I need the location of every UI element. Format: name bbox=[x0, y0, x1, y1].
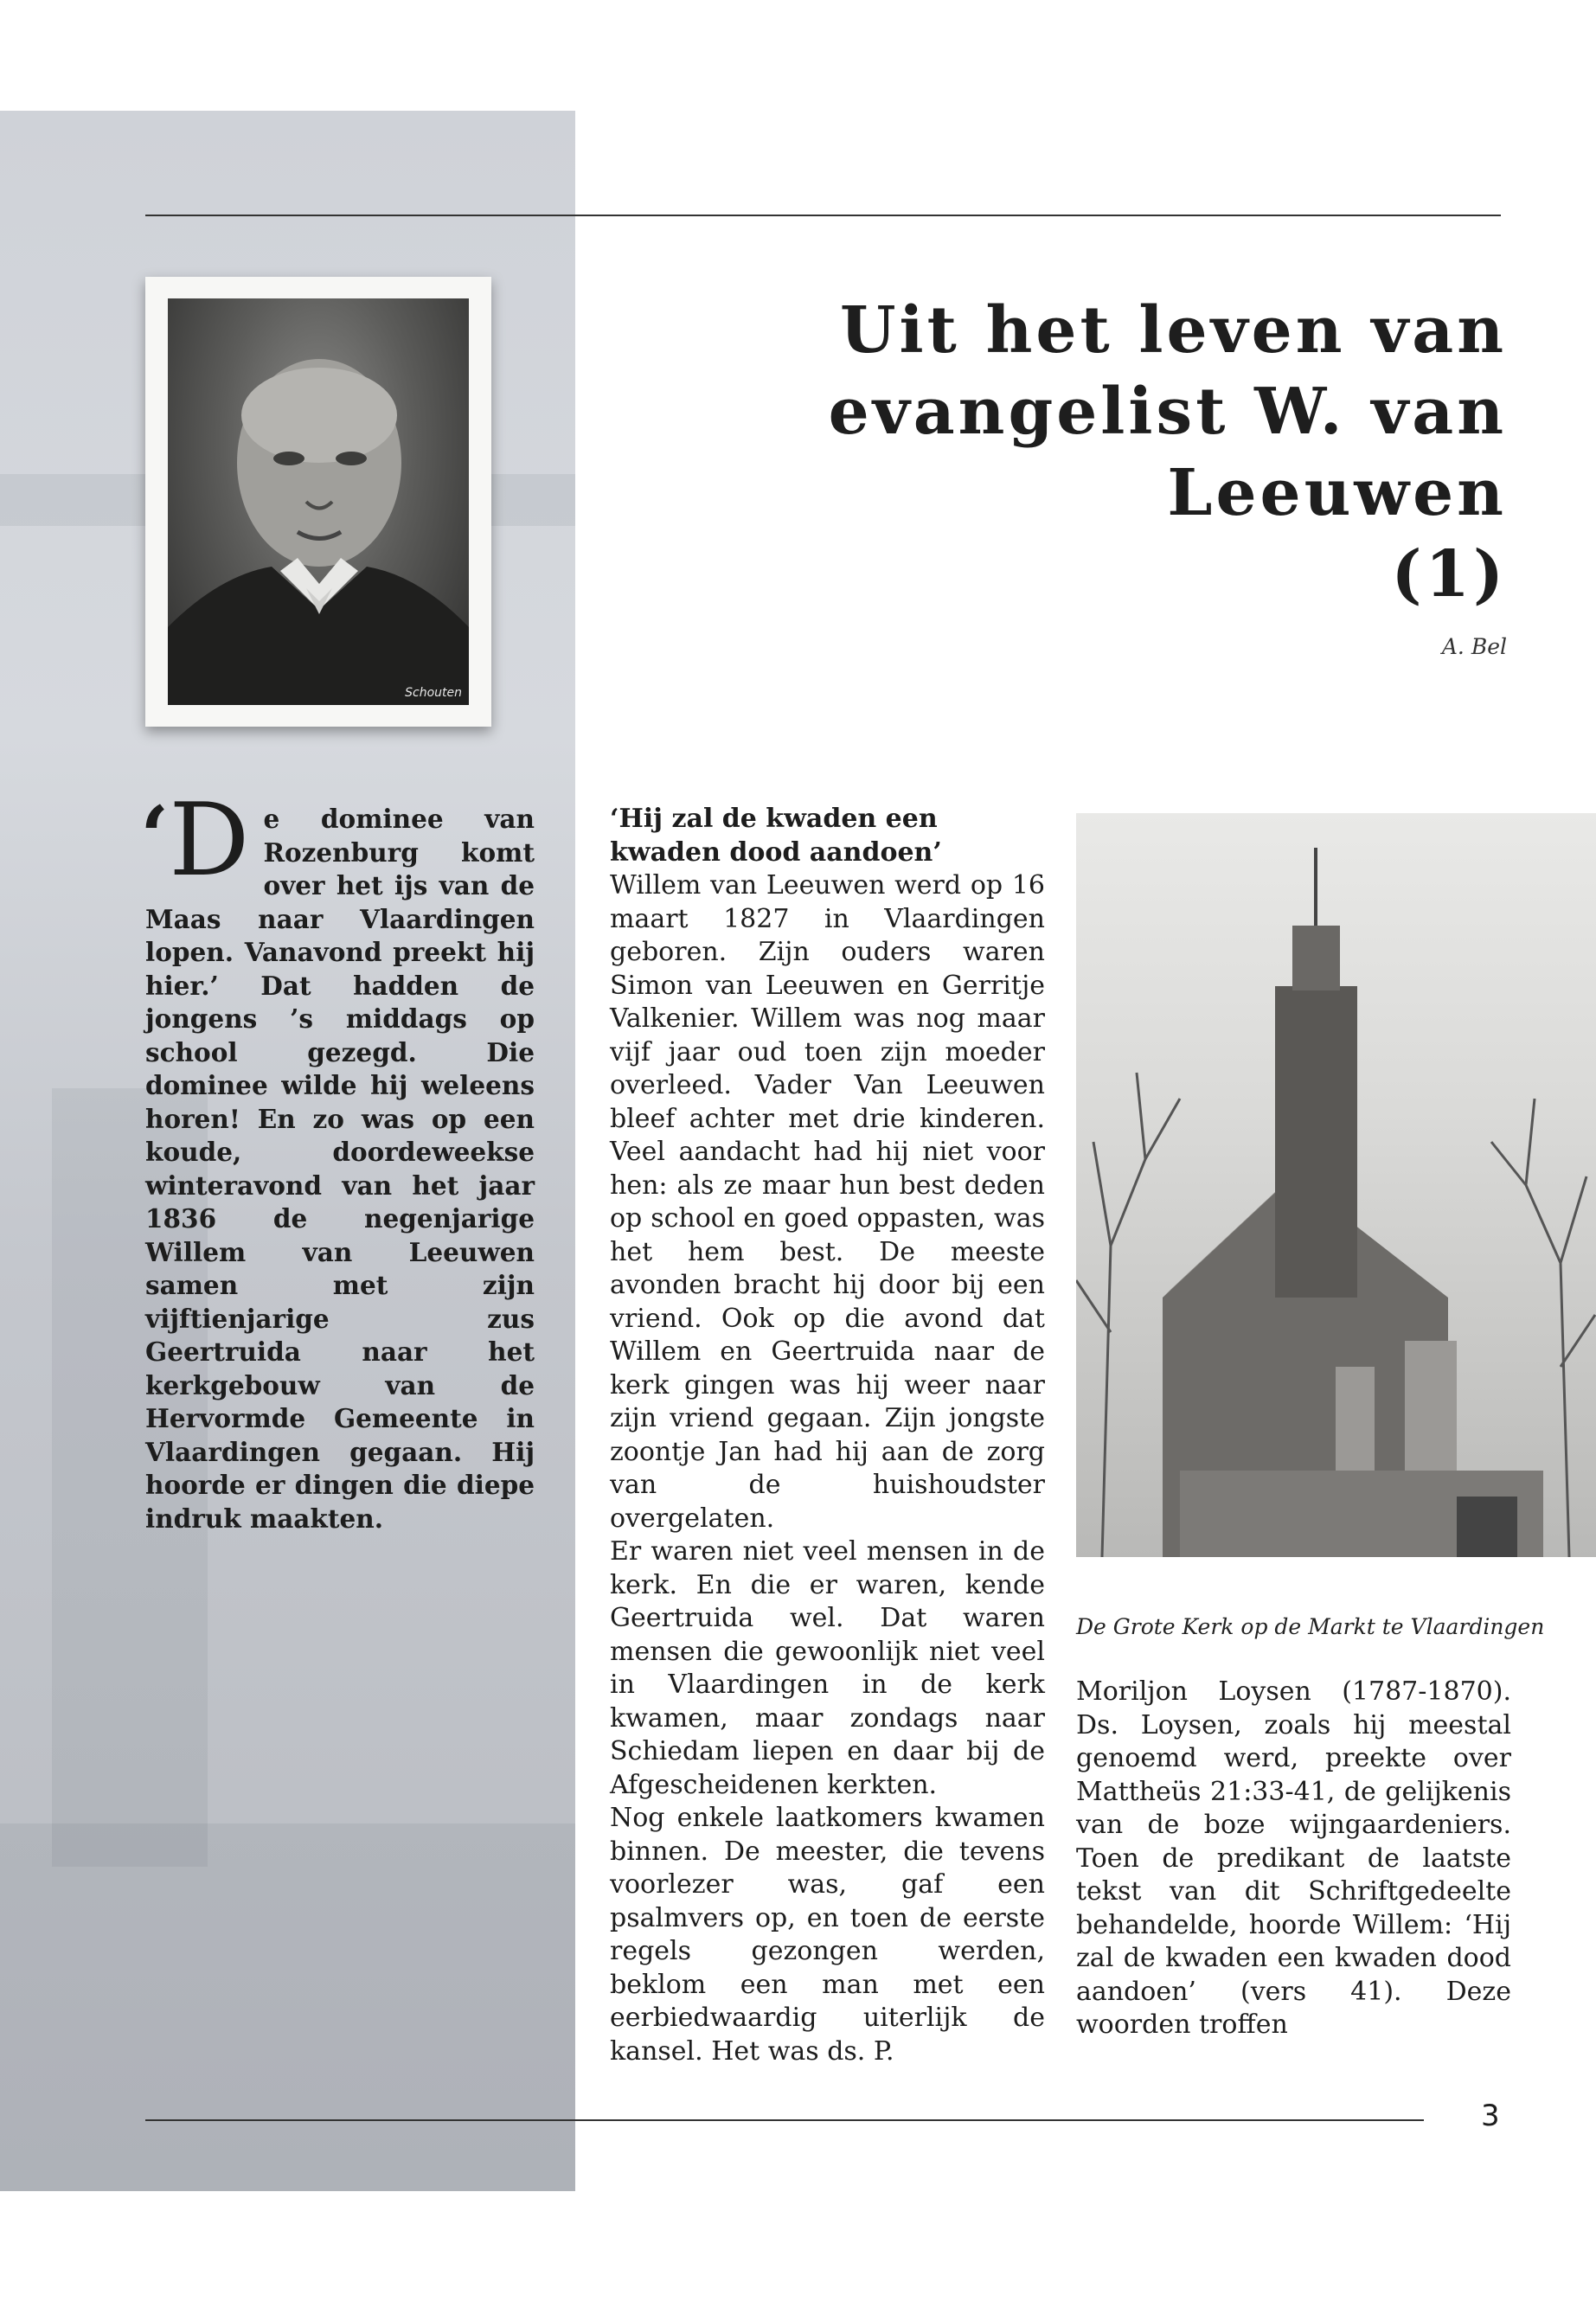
church-window bbox=[1336, 1367, 1375, 1488]
portrait-figure bbox=[168, 298, 469, 705]
body-column-3 bbox=[1076, 1676, 1511, 2042]
title-line-3: (1) bbox=[1391, 537, 1507, 612]
article-title bbox=[555, 290, 1507, 615]
title-line-1: Uit het leven van bbox=[840, 293, 1507, 368]
tower-lantern bbox=[1292, 926, 1340, 990]
paragraph: Nog enkele laatkomers kwamen binnen. De meester, die tevens voorlezer was, gaf een psalmvers op, en toen de eerste regels gezongen werden, beklom een man met een eerbiedwaardig uiterlijk de kansel. Het was ds. P. bbox=[610, 1803, 1045, 2067]
church-door bbox=[1457, 1497, 1517, 1557]
church-illustration bbox=[1076, 813, 1596, 1557]
church-window bbox=[1405, 1341, 1457, 1488]
top-rule bbox=[145, 215, 1501, 216]
bottom-rule bbox=[145, 2119, 1424, 2121]
title-line-2: evangelist W. van Leeuwen bbox=[828, 375, 1507, 530]
body-column-2 bbox=[610, 803, 1045, 2068]
intro-paragraph: e dominee van Rozenburg komt over het ijs van de Maas naar Vlaardingen lopen. Vanavond preekt hij hier.’ Dat hadden de jongens ’s middags op school gezegd. Die dominee wilde hij weleens horen! En zo was op een koude, doordeweekse winteravond van het jaar 1836 de negenjarige Willem van Leeuwen samen met zijn vijftienjarige zus Geertruida naar het kerkgebouw van de Hervormde Gemeente in Vlaardingen gegaan. Hij hoorde er dingen die diepe indruk maakten. bbox=[145, 804, 535, 1534]
paragraph: Willem van Leeuwen werd op 16 maart 1827 in Vlaardingen geboren. Zijn ouders waren Simon van Leeuwen en Gerritje Valkenier. Willem was nog maar vijf jaar oud toen zijn moeder overleed. Vader Van Leeuwen bleef achter met drie kinderen. Veel aandacht had hij niet voor hen: als ze maar hun best deden op school en goed oppasten, was het hem best. De meeste avonden bracht hij door bij een vriend. Ook op die avond dat Willem en Geertruida naar de kerk gingen was hij weer naar zijn vriend gegaan. Zijn jongste zoontje Jan had hij aan de zorg van de huishoudster overgelaten. bbox=[610, 870, 1045, 1534]
photographer-signature: Schouten bbox=[405, 686, 462, 700]
section-subheading: ‘Hij zal de kwaden een kwaden dood aandoen’ bbox=[610, 804, 942, 868]
figure-caption: De Grote Kerk op de Markt te Vlaardingen bbox=[1076, 1614, 1545, 1639]
portrait-frame bbox=[145, 277, 491, 727]
portrait-photo bbox=[168, 298, 469, 705]
background-pews bbox=[0, 1823, 575, 2191]
intro-column bbox=[140, 782, 535, 1535]
author-byline: A. Bel bbox=[1441, 634, 1507, 659]
page-number: 3 bbox=[1481, 2099, 1500, 2133]
paragraph: Moriljon Loysen (1787-1870). Ds. Loysen, zoals hij meestal genoemd werd, preekte over Mattheüs 21:33-41, de gelijkenis van de boze wijngaardeniers. Toen de predikant de laatste tekst van dit Schriftgedeelte behandelde, hoorde Willem: ‘Hij zal de kwaden een kwaden dood aandoen’ (vers 41). Deze woorden troffen bbox=[1076, 1676, 1511, 2040]
church-tower bbox=[1275, 986, 1357, 1298]
church-drawing bbox=[1076, 813, 1596, 1557]
paragraph: Er waren niet veel mensen in de kerk. En die er waren, kende Geertruida wel. Dat waren mensen die gewoonlijk niet veel in Vlaardingen in de kerk kwamen, maar zondags naar Schiedam liepen en daar bij de Afgescheidenen kerkten. bbox=[610, 1536, 1045, 1800]
drop-cap: D bbox=[169, 782, 250, 899]
opening-quote-mark: ‘ bbox=[140, 788, 170, 886]
